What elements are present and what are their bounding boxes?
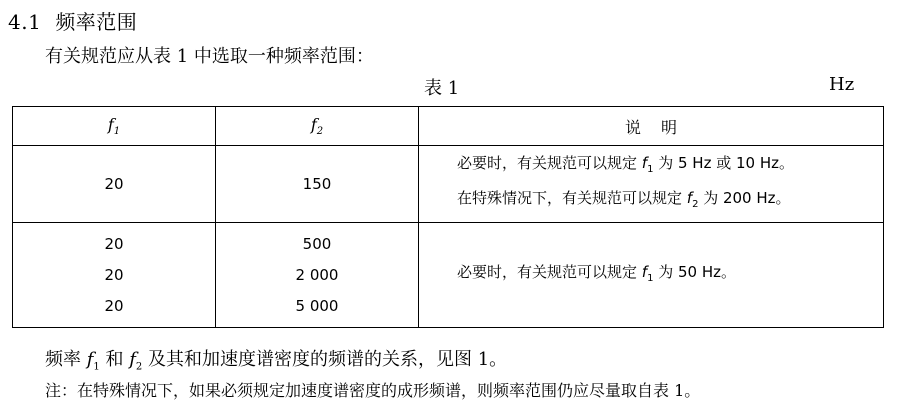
header-f2: $f_2$ [216,107,419,146]
note-line: 必要时，有关规范可以规定 $f_1$ 为 5 Hz 或 10 Hz。 [457,154,794,175]
cell-f1: 20 20 20 [13,223,216,328]
cell-f2: 150 [216,146,419,223]
header-description: 说明 [419,107,884,146]
cell-f1: 20 [13,146,216,223]
table-header-row [13,107,884,146]
footnote: 注：在特殊情况下，如果必须规定加速度谱密度的成形频谱，则频率范围仍应尽量取自表 1。 [45,381,701,400]
table-unit: Hz [829,74,855,95]
table-caption: 表 1 [424,78,460,99]
note-line: 在特殊情况下，有关规范可以规定 $f_2$ 为 200 Hz。 [457,189,791,210]
frequency-range-table [12,106,884,328]
section-number: 4.1 [8,10,42,34]
section-heading [8,6,137,35]
cell-description [419,146,884,223]
cell-f2: 500 2 000 5 000 [216,223,419,328]
table-row [13,223,884,328]
relation-sentence: 频率 $f_1$ 和 $f_2$ 及其和加速度谱密度的频谱的关系，见图 1。 [45,349,508,373]
section-title: 频率范围 [55,10,138,34]
cell-description: 必要时，有关规范可以规定 $f_1$ 为 50 Hz。 [419,223,884,328]
header-f1: $f_1$ [13,107,216,146]
intro-paragraph: 有关规范应从表 1 中选取一种频率范围： [45,46,374,67]
table-row [13,146,884,223]
